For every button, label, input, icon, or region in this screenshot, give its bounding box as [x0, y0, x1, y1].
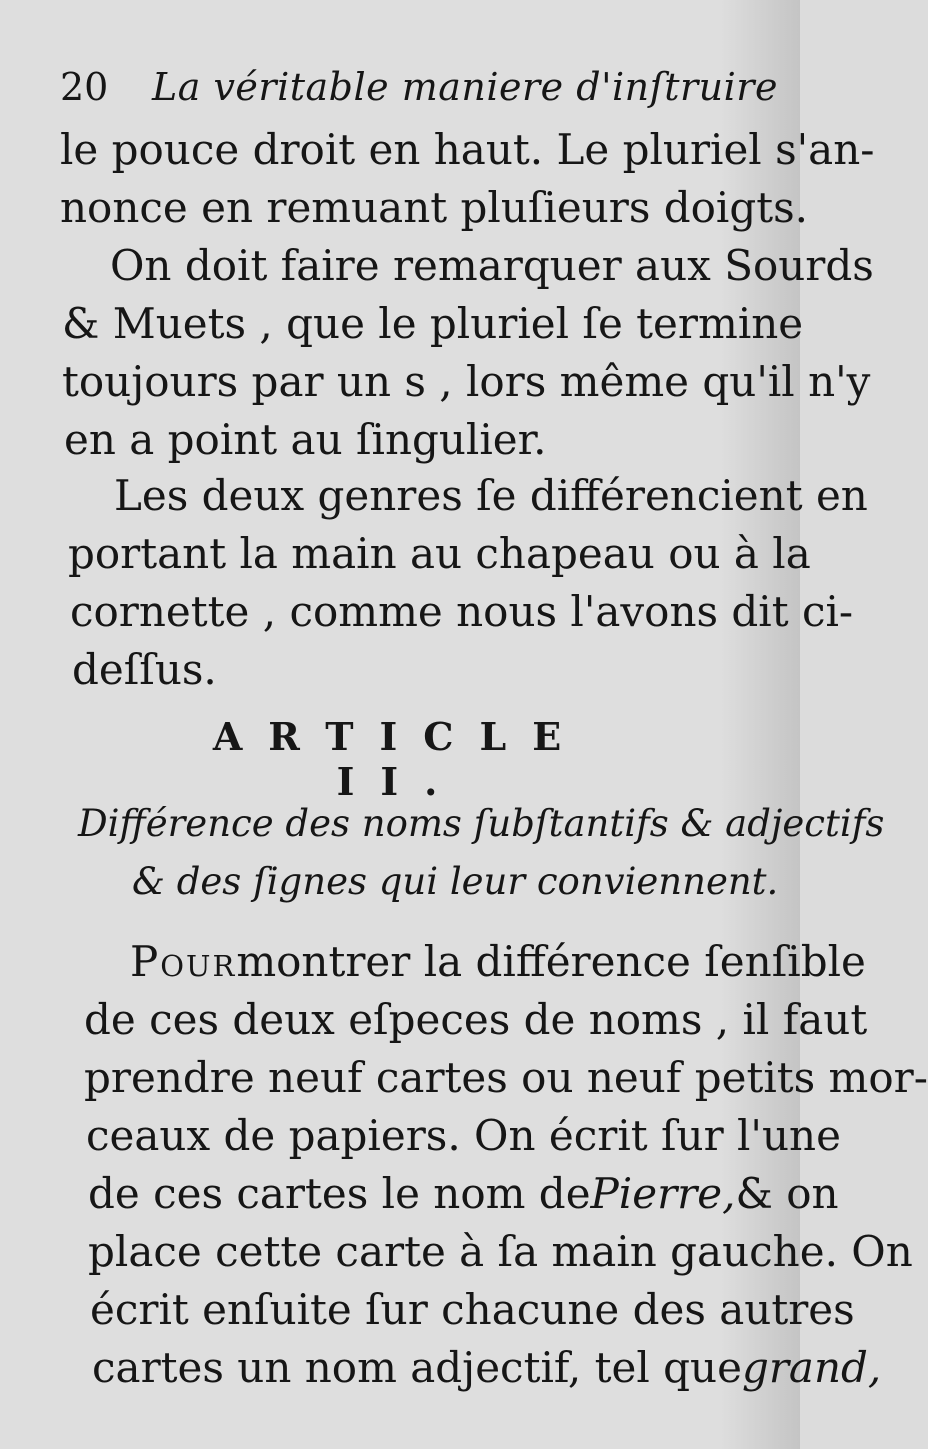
- paragraph-line-3: prendre neuf cartes ou neuf petits mor-: [84, 1053, 928, 1102]
- paragraph-line-5-post: & on: [735, 1169, 839, 1218]
- text-line-1: le pouce droit en haut. Le pluriel s'an-: [60, 125, 875, 174]
- adjective-grand: grand,: [741, 1343, 882, 1392]
- article-subtitle-line-1: Différence des noms ſubſtantifs & adjectifs: [78, 802, 885, 845]
- text-line-2: nonce en remuant pluſieurs doigts.: [60, 183, 809, 232]
- paragraph-line-4: ceaux de papiers. On écrit ſur l'une: [86, 1111, 841, 1160]
- running-title: La véritable maniere d'inſtruire: [152, 65, 778, 109]
- name-pierre: Pierre,: [590, 1169, 736, 1218]
- paragraph-line-5-pre: de ces cartes le nom de: [88, 1169, 591, 1218]
- paragraph-line-8: [92, 1343, 882, 1392]
- text-line-6: en a point au ſingulier.: [64, 415, 547, 464]
- page-header: [60, 55, 778, 111]
- text-line-9: cornette , comme nous l'avons dit ci-: [70, 587, 854, 636]
- text-line-3: On doit faire remarquer aux Sourds: [110, 241, 874, 290]
- text-line-5: toujours par un s , lors même qu'il n'y: [62, 357, 871, 406]
- paragraph-line-1-rest: montrer la différence ſenſible: [236, 937, 866, 986]
- text-line-7: Les deux genres ſe différencient en: [114, 471, 868, 520]
- text-line-4: & Muets , que le pluriel ſe termine: [62, 299, 804, 348]
- text-line-8: portant la main au chapeau ou à la: [68, 529, 811, 578]
- paragraph-line-1: [130, 937, 866, 986]
- paragraph-line-6: place cette carte à ſa main gauche. On: [88, 1227, 913, 1276]
- initial-word: Pour: [130, 937, 237, 986]
- paragraph-line-8-pre: cartes un nom adjectif, tel que: [92, 1343, 742, 1392]
- text-line-10: deſſus.: [72, 645, 217, 694]
- paragraph-line-7: écrit enſuite ſur chacune des autres: [90, 1285, 855, 1334]
- article-subtitle-line-2: & des ſignes qui leur conviennent.: [132, 860, 779, 903]
- article-heading: ARTICLE II.: [212, 714, 588, 804]
- paragraph-line-5: [88, 1169, 839, 1218]
- paragraph-line-2: de ces deux eſpeces de noms , il faut: [84, 995, 868, 1044]
- page-number: 20: [60, 65, 109, 109]
